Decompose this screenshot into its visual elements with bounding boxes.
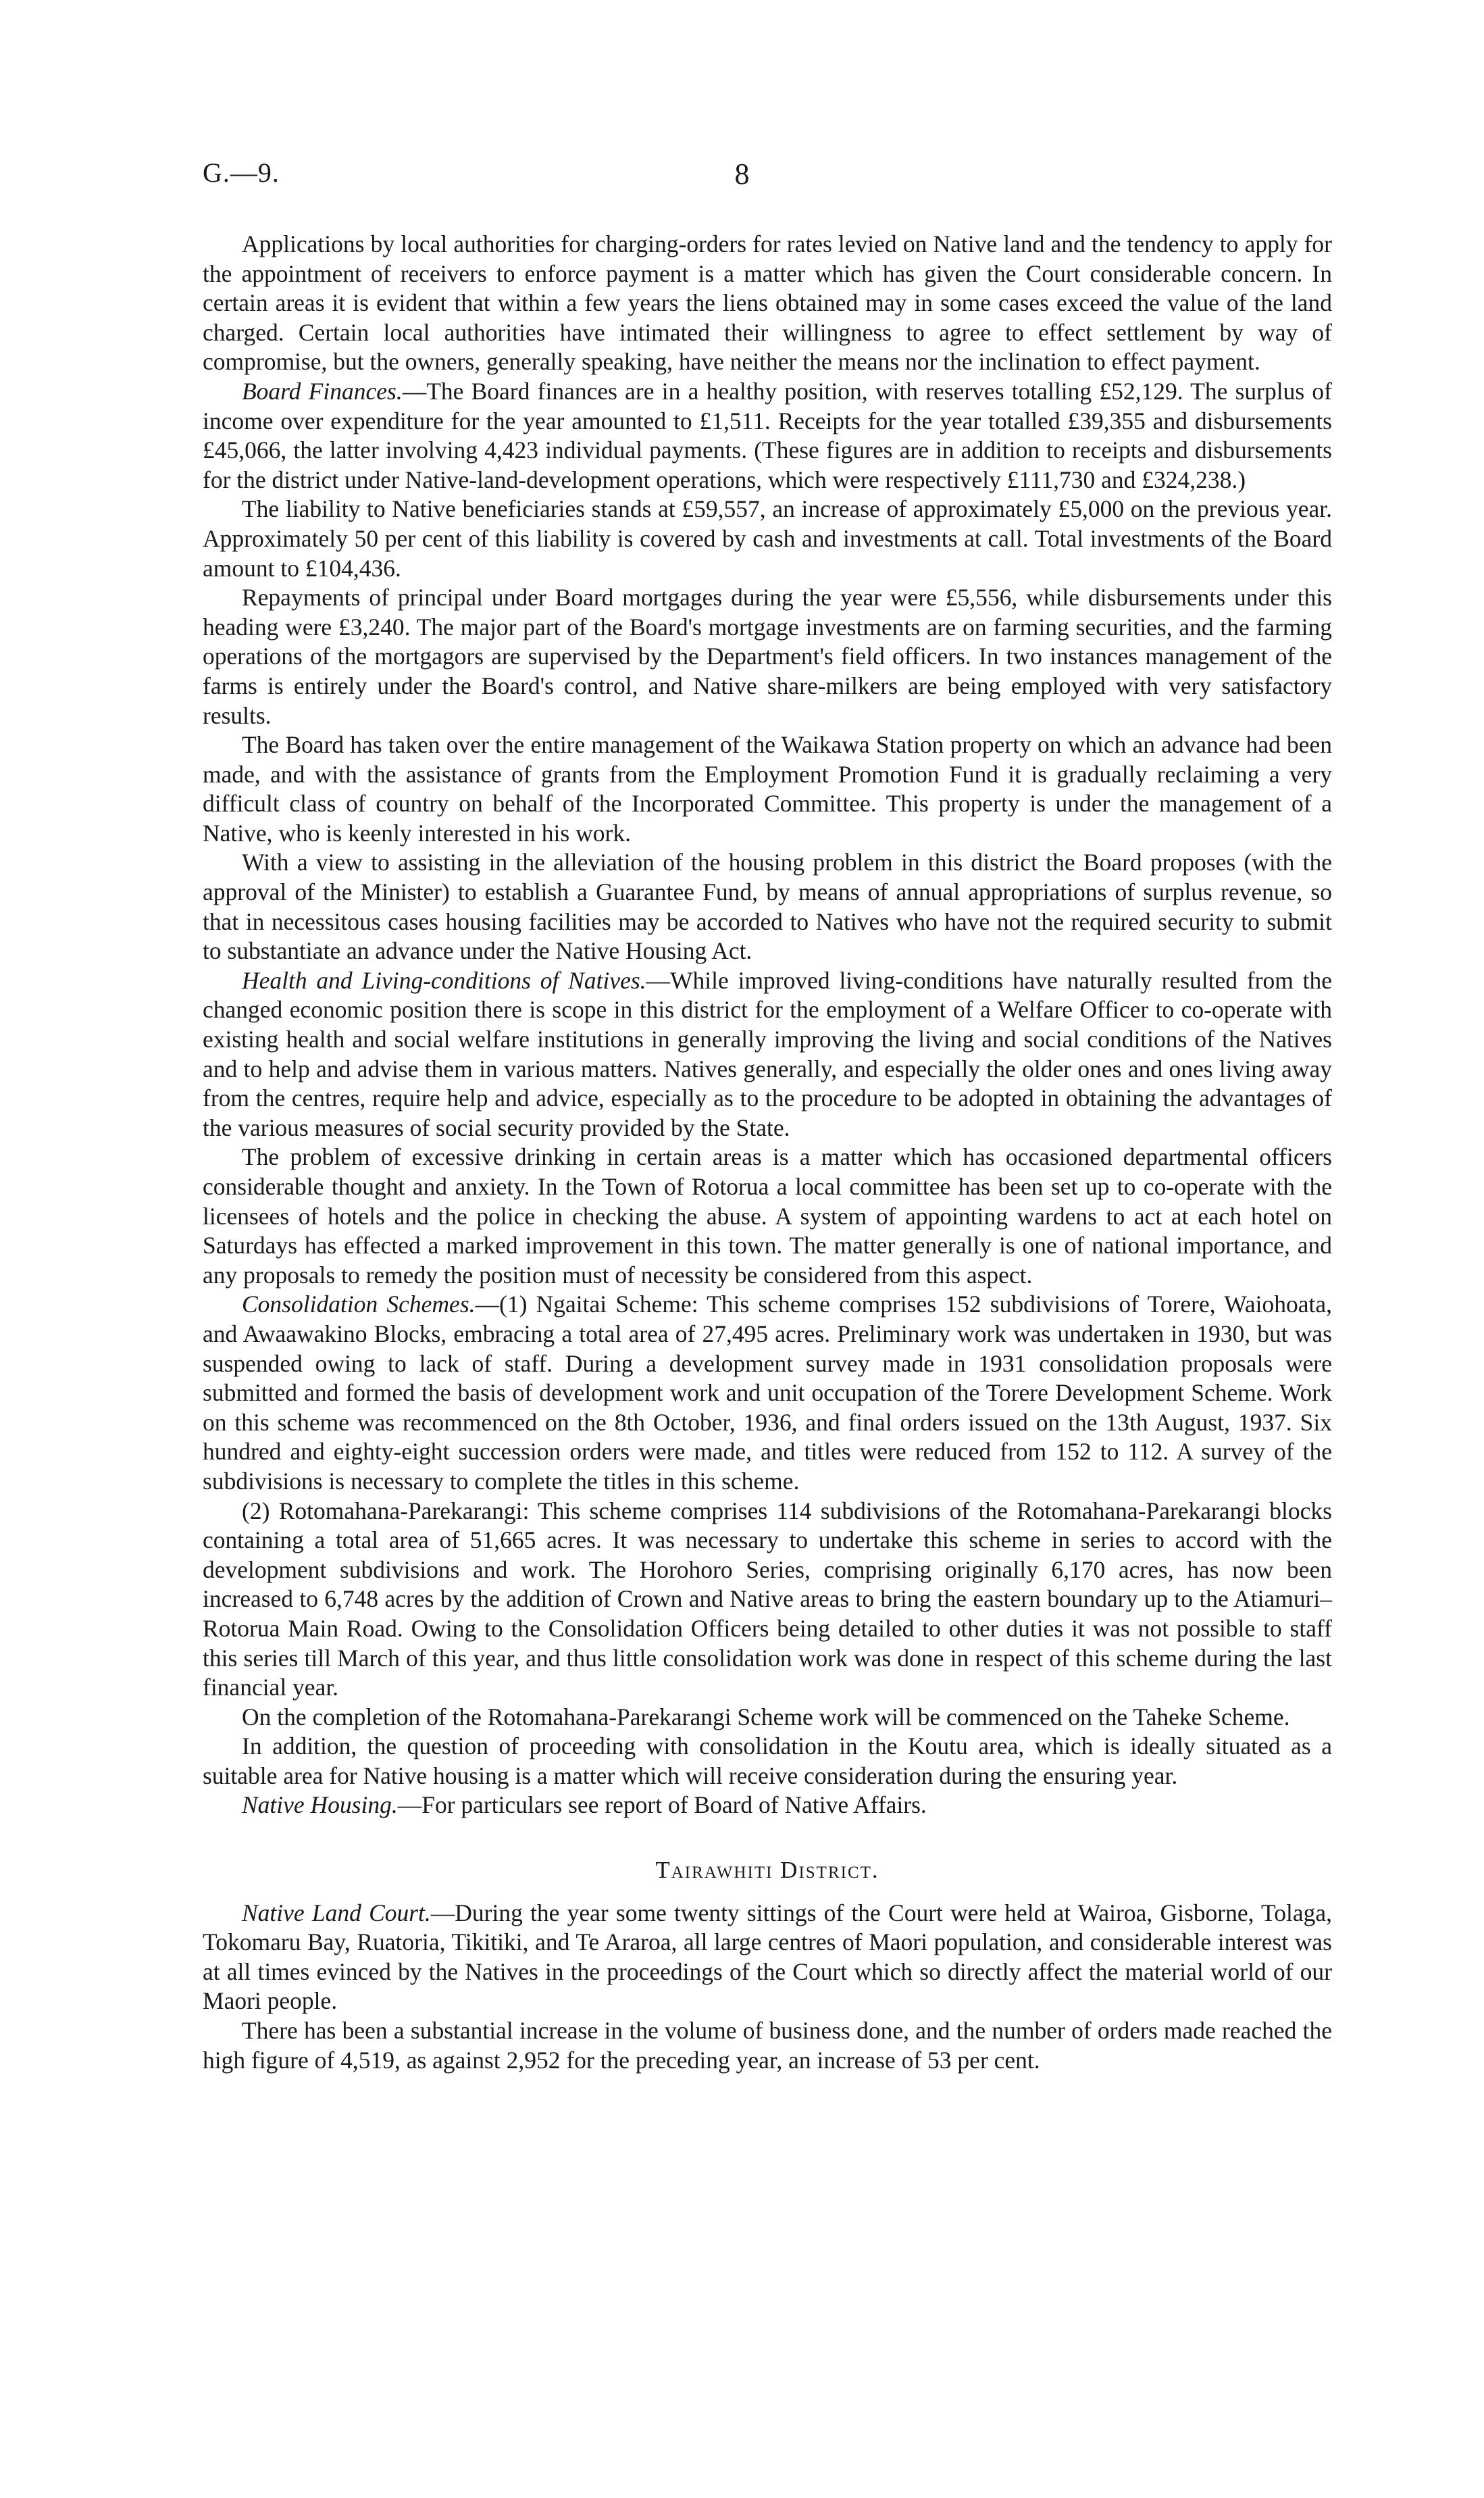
paragraph-text: The liability to Native beneficiaries stands at £59,557, an increase of approximately £5,000 on the previous year. Approximately 50 per cent of this liability is covered by cash and investments at call. Total investments of the Board amount to £104,436. [203, 495, 1332, 582]
paragraph [203, 583, 1332, 730]
paragraph [203, 1899, 1332, 2016]
paragraph-text: —During the year some twenty sittings of the Court were held at Wairoa, Gisborne, Tolaga, Tokomaru Bay, Ruatoria, Tikitiki, and Te Araroa, all large centres of Maori population, and considerable interest was at all times evinced by the Natives in the proceedings of the Court which so directly affect the material world of our Maori people. [203, 1899, 1332, 2015]
paragraph-text: —The Board finances are in a healthy position, with reserves totalling £52,129. The surplus of income over expenditure for the year amounted to £1,511. Receipts for the year totalled £39,355 and disbursements £45,066, the latter involving 4,423 individual payments. (These figures are in addition to receipts and disbursements for the district under Native-land-development operations, which were respectively £111,730 and £324,238.) [203, 377, 1333, 493]
page-header [203, 157, 1281, 197]
paragraph-lead: Consolidation Schemes. [242, 1291, 476, 1318]
paragraph-text: There has been a substantial increase in the volume of business done, and the number of orders made reached the high figure of 4,519, as against 2,952 for the preceding year, an increase of 53 per cent. [203, 2017, 1332, 2074]
paragraph-text: With a view to assisting in the alleviation of the housing problem in this district the Board proposes (with the approval of the Minister) to establish a Guarantee Fund, by means of annual appropriations of surplus revenue, so that in necessitous cases housing facilities may be accorded to Natives who have not the required security to submit to substantiate an advance under the Native Housing Act. [203, 849, 1332, 965]
paragraph [203, 1143, 1332, 1290]
paragraph-text: —For particulars see report of Board of Native Affairs. [397, 1791, 927, 1819]
paragraph [203, 1703, 1332, 1732]
paragraph-lead: Health and Living-conditions of Natives. [242, 966, 646, 994]
paragraph [203, 495, 1332, 583]
paragraph [203, 1290, 1332, 1496]
paragraph-text: —While improved living-conditions have naturally resulted from the changed economic position there is scope in this district for the employment of a Welfare Officer to co-operate with existing health and social welfare institutions in generally improving the living and social conditions of the Natives and to help and advise them in various matters. Natives generally, and especially the older ones and ones living away from the centres, require help and advice, especially as to the procedure to be adopted in obtaining the advantages of the various measures of social security provided by the State. [203, 966, 1332, 1141]
paragraph-text: Applications by local authorities for charging-orders for rates levied on Native land and the tendency to apply for the appointment of receivers to enforce payment is a matter which has given the Court considerable concern. In certain areas it is evident that within a few years the liens obtained may in some cases exceed the value of the land charged. Certain local authorities have intimated their willingness to agree to effect settlement by way of compromise, but the owners, generally speaking, have neither the means nor the inclination to effect payment. [203, 230, 1332, 376]
paragraph-lead: Board Finances. [242, 377, 403, 405]
paragraph-text: On the completion of the Rotomahana-Parekarangi Scheme work will be commenced on the Taheke Scheme. [242, 1703, 1290, 1730]
paragraph [203, 377, 1332, 495]
paragraph [203, 730, 1332, 848]
section-heading: Tairawhiti District. [655, 1857, 879, 1884]
paragraph [203, 1497, 1332, 1703]
paragraph-text: The problem of excessive drinking in certain areas is a matter which has occasioned departmental officers considerable thought and anxiety. In the Town of Rotorua a local committee has been set up to co-operate with the licensees of hotels and the police in checking the abuse. A system of appointing wardens to act at each hotel on Saturdays has effected a marked improvement in this town. The matter generally is one of national importance, and any proposals to remedy the position must of necessity be considered from this aspect. [203, 1143, 1332, 1289]
paragraph [203, 2016, 1332, 2075]
paragraph [203, 966, 1332, 1143]
paragraph-text: —(1) Ngaitai Scheme: This scheme comprises 152 subdivisions of Torere, Waiohoata, and Awaawakino Blocks, embracing a total area of 27,495 acres. Preliminary work was undertaken in 1930, but was suspended owing to lack of staff. During a development survey made in 1931 consolidation proposals were submitted and formed the basis of development work and unit occupation of the Torere Development Scheme. Work on this scheme was recommenced on the 8th October, 1936, and final orders issued on the 13th August, 1937. Six hundred and eighty-eight succession orders were made, and titles were reduced from 152 to 112. A survey of the subdivisions is necessary to complete the titles in this scheme. [203, 1291, 1332, 1495]
paragraph [203, 230, 1332, 377]
paragraph-text: Repayments of principal under Board mortgages during the year were £5,556, while disbursements under this heading were £3,240. The major part of the Board's mortgage investments are on farming securities, and the farming operations of the mortgagors are supervised by the Department's field officers. In two instances management of the farms is entirely under the Board's control, and Native share-milkers are being employed with very satisfactory results. [203, 584, 1332, 729]
paragraph-lead: Native Housing. [242, 1791, 398, 1819]
paragraph-lead: Native Land Court. [242, 1899, 431, 1926]
page-number: 8 [734, 157, 750, 191]
body-text [203, 230, 1332, 2075]
paragraph [203, 1791, 1332, 1820]
paragraph-text: In addition, the question of proceeding with consolidation in the Koutu area, which is ideally situated as a suitable area for Native housing is a matter which will receive consideration during the ensuring year. [203, 1732, 1332, 1789]
paragraph-text: (2) Rotomahana-Parekarangi: This scheme comprises 114 subdivisions of the Rotomahana-Parekarangi blocks containing a total area of 51,665 acres. It was necessary to undertake this scheme in series to accord with the development subdivisions and work. The Horohoro Series, comprising originally 6,170 acres, has now been increased to 6,748 acres by the addition of Crown and Native areas to bring the eastern boundary up to the Atiamuri–Rotorua Main Road. Owing to the Consolidation Officers being detailed to other duties it was not possible to staff this series till March of this year, and thus little consolidation work was done in respect of this scheme during the last financial year. [203, 1497, 1332, 1701]
paragraph [203, 1732, 1332, 1791]
paragraph [203, 848, 1332, 966]
paragraph-text: The Board has taken over the entire management of the Waikawa Station property on which an advance had been made, and with the assistance of grants from the Employment Promotion Fund it is gradually reclaiming a very difficult class of country on behalf of the Incorporated Committee. This property is under the management of a Native, who is keenly interested in his work. [203, 731, 1332, 847]
document-reference: G.—9. [203, 157, 280, 188]
